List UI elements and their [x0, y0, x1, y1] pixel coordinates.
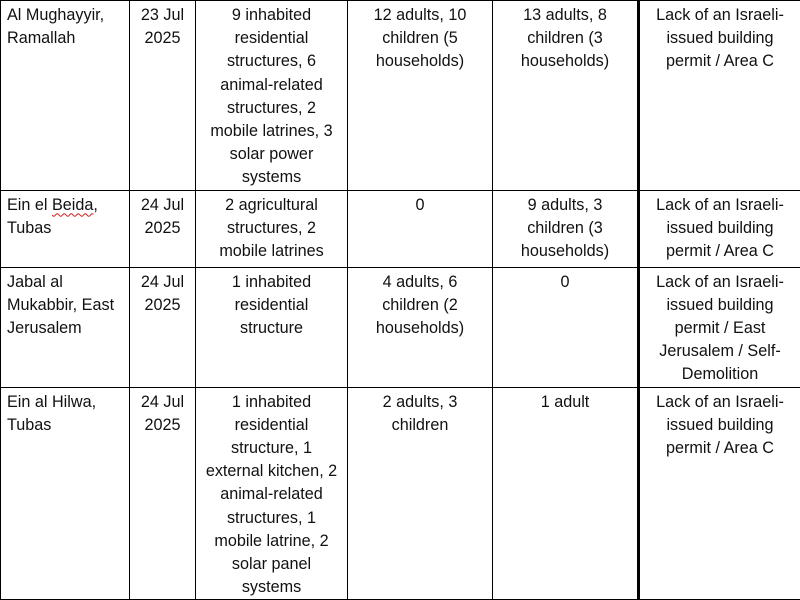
location-text: Jabal al Mukabbir, East Jerusalem — [7, 273, 114, 337]
affected-cell — [493, 190, 639, 267]
date-text: 24 Jul 2025 — [141, 196, 184, 237]
displaced-text: 4 adults, 6 children (2 households) — [376, 273, 464, 337]
affected-cell — [493, 1, 639, 191]
displaced-text: 2 adults, 3 children — [383, 393, 458, 434]
affected-text: 1 adult — [541, 393, 590, 411]
structures-text: 2 agricultural structures, 2 mobile latrines — [219, 196, 323, 260]
affected-cell — [493, 267, 639, 387]
location-cell — [1, 267, 130, 387]
location-cell — [1, 190, 130, 267]
location-text: Ein al Hilwa, Tubas — [7, 393, 96, 434]
structures-cell — [196, 267, 348, 387]
date-cell — [130, 190, 196, 267]
structures-cell — [196, 190, 348, 267]
table-row — [1, 190, 800, 267]
displaced-text: 0 — [415, 196, 424, 214]
displaced-text: 12 adults, 10 children (5 households) — [374, 6, 467, 70]
affected-text: 9 adults, 3 children (3 households) — [521, 196, 609, 260]
displaced-cell — [348, 190, 493, 267]
location-text: Al Mughayyir, Ramallah — [7, 6, 104, 47]
reason-text: Lack of an Israeli-issued building permit / Area C — [656, 196, 784, 260]
location-text-part1: Ein el — [7, 196, 52, 214]
reason-cell — [639, 387, 800, 600]
affected-text: 13 adults, 8 children (3 households) — [521, 6, 609, 70]
location-cell — [1, 387, 130, 600]
date-text: 24 Jul 2025 — [141, 393, 184, 434]
spellcheck-flagged-word: Beida — [52, 196, 93, 214]
affected-text: 0 — [560, 273, 569, 291]
reason-cell — [639, 190, 800, 267]
date-text: 24 Jul 2025 — [141, 273, 184, 314]
structures-text: 9 inhabited residential structures, 6 animal-related structures, 2 mobile latrines, 3 solar power systems — [210, 6, 332, 186]
date-cell — [130, 387, 196, 600]
reason-cell — [639, 267, 800, 387]
location-cell — [1, 1, 130, 191]
location-text-part3: , Tubas — [7, 196, 98, 237]
reason-text: Lack of an Israeli-issued building permit / Area C — [656, 6, 784, 70]
date-text: 23 Jul 2025 — [141, 6, 184, 47]
table-row — [1, 387, 800, 600]
structures-cell — [196, 1, 348, 191]
displaced-cell — [348, 1, 493, 191]
reason-text: Lack of an Israeli-issued building permit / Area C — [656, 393, 784, 457]
table-row — [1, 267, 800, 387]
reason-cell — [639, 1, 800, 191]
structures-text: 1 inhabited residential structure, 1 external kitchen, 2 animal-related structures, 1 mobile latrine, 2 solar panel systems — [206, 393, 337, 597]
displaced-cell — [348, 267, 493, 387]
affected-cell — [493, 387, 639, 600]
structures-text: 1 inhabited residential structure — [232, 273, 311, 337]
displaced-cell — [348, 387, 493, 600]
date-cell — [130, 267, 196, 387]
date-cell — [130, 1, 196, 191]
table-row — [1, 1, 800, 191]
reason-text: Lack of an Israeli-issued building permit / East Jerusalem / Self-Demolition — [656, 273, 784, 384]
structures-cell — [196, 387, 348, 600]
